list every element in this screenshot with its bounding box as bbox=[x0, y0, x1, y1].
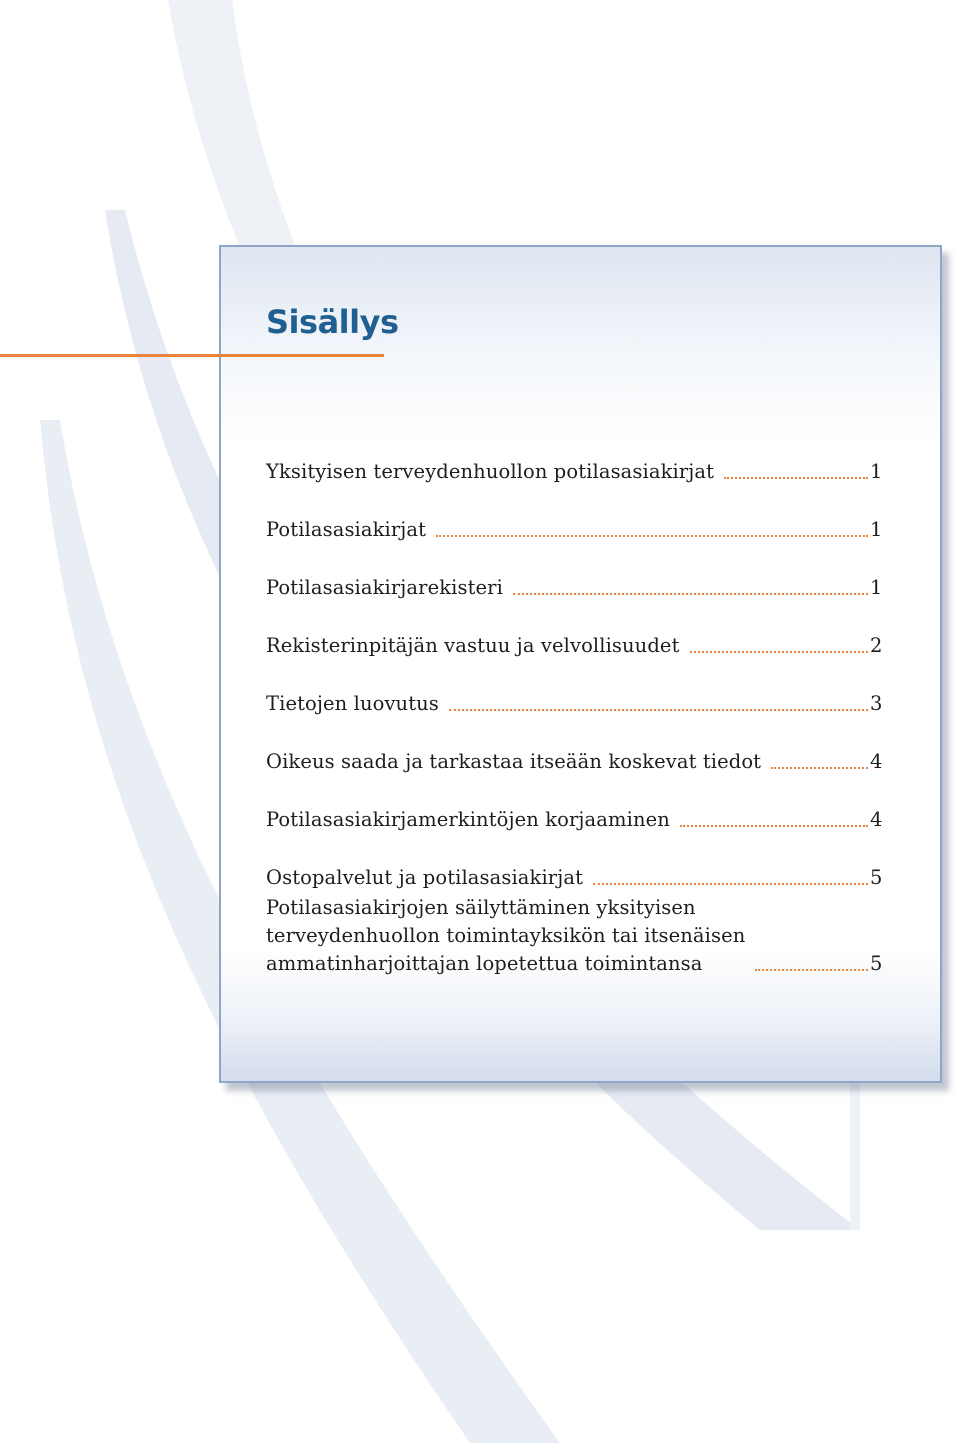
toc-entry-label: Tietojen luovutus bbox=[266, 692, 439, 715]
toc-entry-label: Potilasasiakirjat bbox=[266, 518, 427, 541]
toc-entry-label: Yksityisen terveydenhuollon potilasasiakirjat bbox=[266, 460, 715, 483]
toc-entry-label: Ostopalvelut ja potilasasiakirjat bbox=[266, 866, 584, 889]
toc-entry[interactable] bbox=[266, 486, 882, 544]
toc-dot-leader bbox=[755, 969, 868, 971]
toc-dot-leader bbox=[449, 709, 868, 711]
toc-entry[interactable] bbox=[266, 776, 882, 834]
toc-entry[interactable] bbox=[266, 660, 882, 718]
toc-dot-leader bbox=[513, 593, 868, 595]
toc-dot-leader bbox=[593, 883, 868, 885]
title-accent-rule bbox=[0, 354, 384, 357]
toc-entry[interactable] bbox=[266, 602, 882, 660]
toc-entry-label: Potilasasiakirjojen säilyttäminen yksityisen terveydenhuollon toimintayksikön tai itsenäisen ammatinharjoittajan lopetettua toimintansa bbox=[266, 896, 746, 975]
toc-entry-label: Oikeus saada ja tarkastaa itseään koskevat tiedot bbox=[266, 750, 762, 773]
toc-entry-page-number: 5 bbox=[870, 866, 883, 889]
toc-entry-page-number: 1 bbox=[870, 518, 883, 541]
toc-entry-label: Potilasasiakirjamerkintöjen korjaaminen bbox=[266, 808, 670, 831]
toc-dot-leader bbox=[690, 651, 869, 653]
toc-entry-page-number: 1 bbox=[870, 460, 883, 483]
toc-entry-page-number: 5 bbox=[870, 952, 883, 975]
toc-entry[interactable] bbox=[266, 718, 882, 776]
toc-entry-label: Rekisterinpitäjän vastuu ja velvollisuudet bbox=[266, 634, 680, 657]
toc-dot-leader bbox=[436, 535, 868, 537]
toc-dot-leader bbox=[724, 477, 868, 479]
toc-entry[interactable] bbox=[266, 834, 882, 892]
toc-entry[interactable] bbox=[266, 894, 882, 978]
toc-entry-page-number: 4 bbox=[870, 750, 883, 773]
toc-entry-page-number: 2 bbox=[870, 634, 883, 657]
toc-entry-page-number: 4 bbox=[870, 808, 883, 831]
toc-dot-leader bbox=[771, 767, 868, 769]
toc-entry-page-number: 1 bbox=[870, 576, 883, 599]
table-of-contents bbox=[266, 428, 882, 978]
toc-entry-label: Potilasasiakirjarekisteri bbox=[266, 576, 503, 599]
toc-dot-leader bbox=[680, 825, 868, 827]
page-title: Sisällys bbox=[266, 303, 399, 341]
toc-entry[interactable] bbox=[266, 544, 882, 602]
toc-entry-page-number: 3 bbox=[870, 692, 883, 715]
toc-entry[interactable] bbox=[266, 428, 882, 486]
